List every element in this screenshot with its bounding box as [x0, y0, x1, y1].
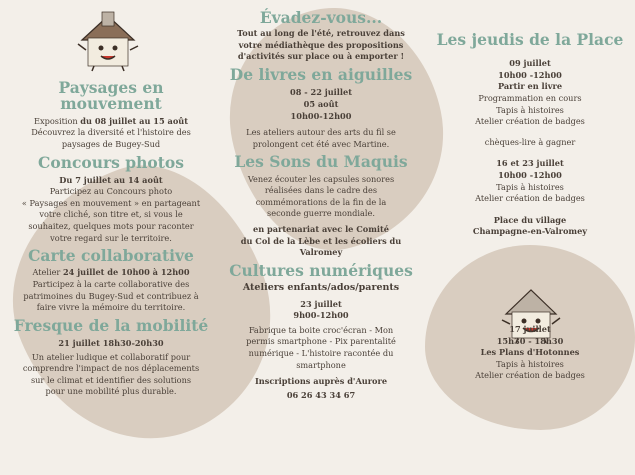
- registration-line: Inscriptions auprès d'Aurore: [254, 376, 388, 387]
- section-date: 17 juillet: [509, 323, 551, 334]
- body-line: numérique - L'histoire racontée du: [248, 347, 394, 358]
- section-date: 08 - 22 juillet: [290, 87, 352, 98]
- body-line: smartphone: [296, 359, 346, 370]
- body-line: commémorations de la fin de la: [255, 196, 387, 207]
- intro-line: d'activités sur place ou à emporter !: [237, 51, 405, 62]
- body-line: réalisées dans le cadre des: [264, 185, 378, 196]
- body-line: Un atelier ludique et collaboratif pour: [31, 351, 191, 362]
- body-line: Les ateliers autour des arts du fil se: [246, 127, 396, 138]
- body-line: Atelier création de badges: [475, 370, 585, 381]
- section-title: Paysages en mouvement: [58, 78, 164, 114]
- section-time: 10h00 -12h00: [498, 69, 562, 80]
- partner-line: en partenariat avec le Comité: [253, 223, 389, 234]
- intro-line: Tout au long de l'été, retrouvez dans: [237, 28, 405, 39]
- section-date: Atelier 24 juillet de 10h00 à 12h00: [32, 267, 190, 278]
- body-line: permis smartphone - Pix parentalité: [246, 336, 396, 347]
- place-line: Champagne-en-Valromey: [472, 226, 588, 237]
- body-line: Découvrez la diversité et l'histoire des: [31, 127, 191, 138]
- section-date: 09 juillet: [509, 58, 551, 69]
- body-line: Tapis à histoires: [496, 181, 564, 192]
- event-location: Les Plans d'Hotonnes: [480, 347, 580, 358]
- section-time: 15h30 - 18h30: [496, 335, 564, 346]
- body-line: votre cliché, son titre et, si vous le: [39, 209, 183, 220]
- section-title: Fresque de la mobilité: [13, 315, 209, 335]
- body-line: « Paysages en mouvement » en partageant: [21, 197, 201, 208]
- left-column: [6, 80, 216, 398]
- section-title: Carte collaborative: [28, 246, 194, 266]
- section-date: 16 et 23 juillet: [496, 158, 564, 169]
- section-date: 23 juillet: [300, 298, 342, 309]
- body-line: seconde guerre mondiale.: [267, 208, 375, 219]
- body-line: sur le climat et identifier des solutions: [30, 374, 192, 385]
- body-line: Venez écouter les capsules sonores: [247, 173, 395, 184]
- body-line: faire vivre la mémoire du territoire.: [36, 302, 186, 313]
- page-title: Évadez-vous...: [259, 8, 383, 27]
- section-title: Concours photos: [38, 153, 184, 173]
- phone-number: 06 26 43 34 67: [286, 389, 356, 400]
- body-line: Participez à la carte collaborative des: [32, 279, 190, 289]
- section-date: 05 août: [303, 98, 339, 109]
- body-line: prolongent cet été avec Martine.: [252, 138, 390, 149]
- body-line: votre regard sur le territoire.: [50, 232, 172, 243]
- body-line: souhaitez, quelques mots pour raconter: [28, 220, 194, 231]
- body-line: chèques-lire à gagner: [484, 136, 576, 147]
- section-time: 9h00-12h00: [293, 310, 349, 321]
- body-line: Tapis à histoires: [496, 358, 564, 369]
- body-line: Programmation en cours: [478, 93, 582, 104]
- right-column: [430, 32, 630, 382]
- stone-house-mascot-icon: [74, 10, 144, 72]
- middle-column: [218, 10, 424, 401]
- section-title: Cultures numériques: [229, 260, 413, 280]
- body-line: patrimoines du Bugey-Sud et contribuez à: [23, 290, 199, 301]
- section-date: Du 7 juillet au 14 août: [59, 174, 163, 185]
- body-line: Atelier création de badges: [475, 116, 585, 127]
- partner-line: Valromey: [299, 247, 343, 258]
- section-time: 10h00-12h00: [290, 110, 352, 121]
- body-line: Atelier création de badges: [475, 193, 585, 204]
- body-line: Tapis à histoires: [496, 104, 564, 115]
- section-time: 10h00 -12h00: [498, 170, 562, 181]
- body-line: paysages de Bugey-Sud: [61, 138, 161, 149]
- section-title: De livres en aiguilles: [229, 65, 413, 85]
- intro-line: votre médiathèque des propositions: [238, 39, 404, 50]
- section-date: 21 juillet 18h30-20h30: [58, 338, 164, 349]
- section-title: Les Sons du Maquis: [234, 152, 408, 172]
- section-subtitle: Ateliers enfants/ados/parents: [242, 281, 400, 293]
- place-line: Place du village: [493, 214, 567, 225]
- event-name: Partir en livre: [497, 81, 563, 92]
- body-line: pour une mobilité plus durable.: [45, 386, 177, 397]
- section-date: Exposition du 08 juillet au 15 août: [33, 115, 189, 126]
- partner-line: du Col de la Lèbe et les écoliers du: [240, 235, 402, 246]
- section-title: Les jeudis de la Place: [436, 30, 624, 49]
- body-line: comprendre l'impact de nos déplacements: [22, 363, 200, 374]
- body-line: Fabrique ta boite croc'écran - Mon: [248, 324, 394, 335]
- body-line: Participez au Concours photo: [49, 186, 173, 197]
